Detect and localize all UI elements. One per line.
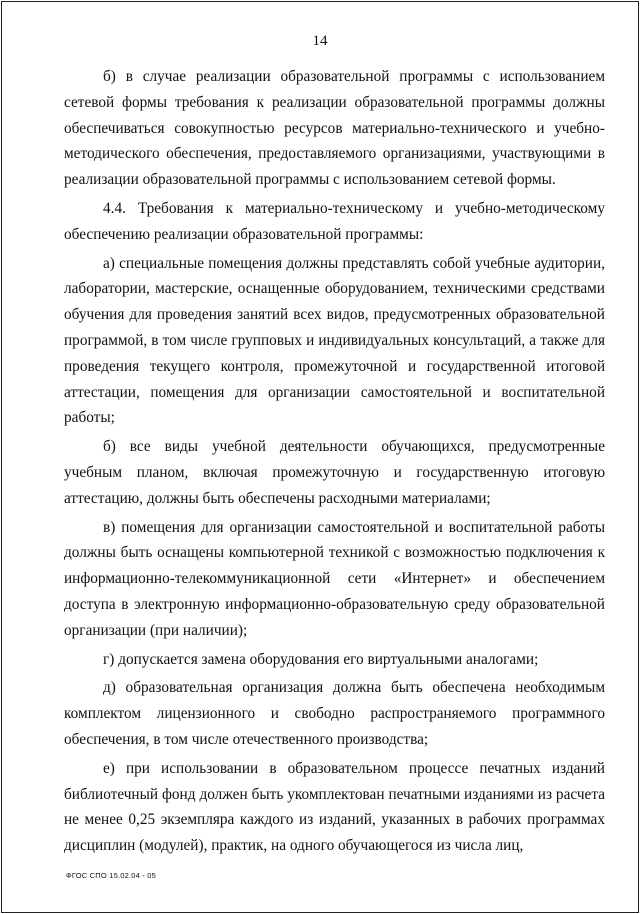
paragraph-item-e: е) при использовании в образовательном процессе печатных изданий библиотечный фонд должен быть укомплектован печатными изданиями из расчета не менее 0,25 экземпляра каждого из изданий, указанных в рабочих программах дисциплин (модулей), практик, на одного обучающегося из числа лиц, xyxy=(64,759,605,855)
page-number: 14 xyxy=(312,33,328,49)
paragraph-item-g: г) допускается замена оборудования его виртуальными аналогами; xyxy=(103,650,539,668)
paragraph-network-form: б) в случае реализации образовательной программы с использованием сетевой формы требования к реализации образовательной программы должны обеспечиваться совокупностью ресурсов материально-технического и учебно-методического обеспечения, предоставляемого организациями, участвующими в реализации образовательной программы с использованием сетевой формы. xyxy=(64,68,605,189)
paragraph-item-a: а) специальные помещения должны представлять собой учебные аудитории, лаборатории, мастерские, оснащенные оборудованием, техническими средствами обучения для проведения занятий всех видов, предусмотренных образовательной программой, в том числе групповых и индивидуальных консультаций, а также для проведения текущего контроля, промежуточной и государственной итоговой аттестации, помещения для организации самостоятельной и воспитательной работы; xyxy=(64,254,605,427)
paragraph-item-d: д) образовательная организация должна быть обеспечена необходимым комплектом лицензионного и свободно распространяемого программного обеспечения, в том числе отечественного производства; xyxy=(64,679,605,748)
paragraph-section-4-4: 4.4. Требования к материально-техническому и учебно-методическому обеспечению реализации образовательной программы: xyxy=(64,199,605,243)
paragraph-item-v: в) помещения для организации самостоятельной и воспитательной работы должны быть оснащены компьютерной техникой с возможностью подключения к информационно-телекоммуникационной сети «Интернет» и обеспечением доступа в электронную информационно-образовательную среду образовательной организации (при наличии); xyxy=(64,518,605,639)
paragraph-item-b: б) все виды учебной деятельности обучающихся, предусмотренные учебным планом, включая промежуточную и государственную итоговую аттестацию, должны быть обеспечены расходными материалами; xyxy=(64,438,605,507)
document-footer: ФГОС СПО 15.02.04 - 05 xyxy=(66,871,157,880)
document-body xyxy=(64,64,605,860)
